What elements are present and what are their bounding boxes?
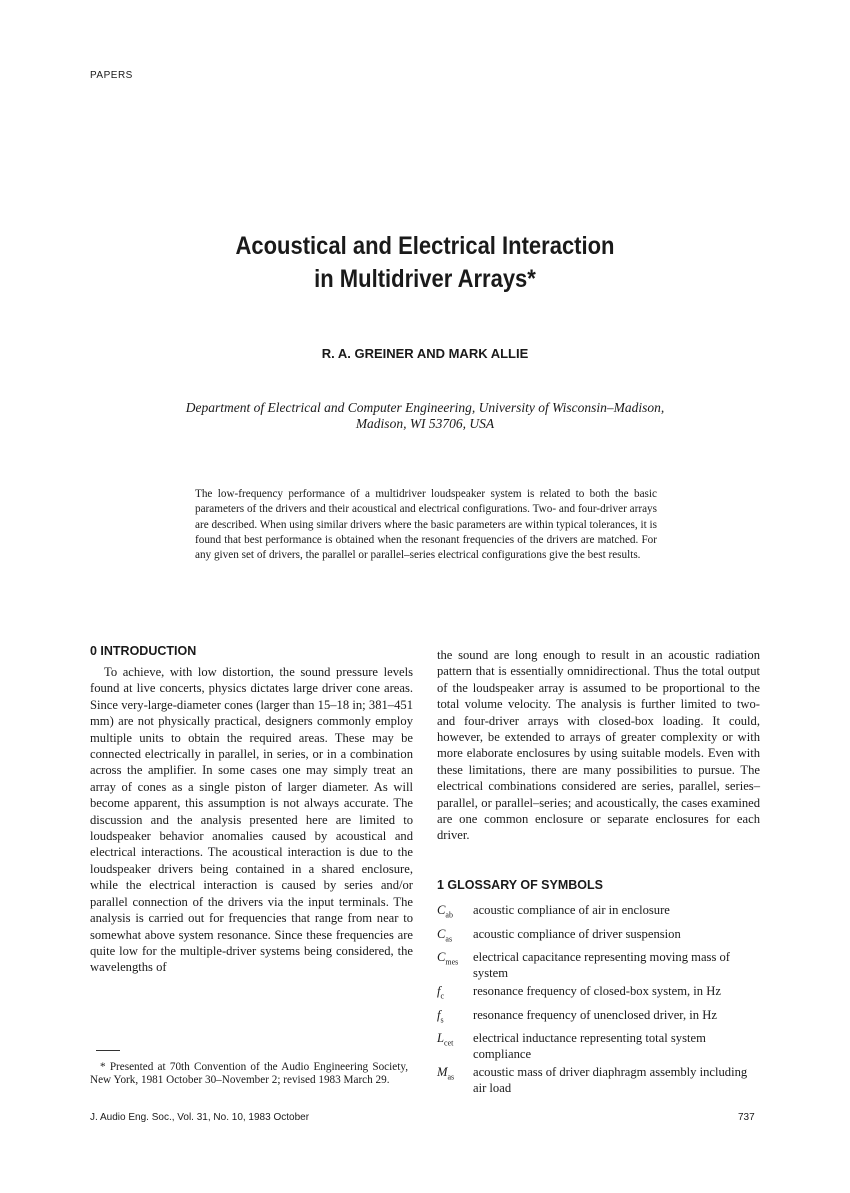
- affiliation: [0, 400, 850, 432]
- title-line-1: Acoustical and Electrical Interaction: [235, 232, 615, 260]
- glossary-symbol: $C_{ab}$: [437, 903, 453, 920]
- glossary-heading: 1 GLOSSARY OF SYMBOLS: [437, 878, 603, 892]
- glossary-item: [437, 1030, 760, 1062]
- glossary-item: [437, 926, 760, 948]
- glossary-definition: electrical capacitance representing moving mass of system: [473, 950, 731, 981]
- glossary-symbol: $L_{cet}$: [437, 1031, 454, 1048]
- footnote-rule: [96, 1050, 120, 1051]
- glossary-symbol: $C_{mes}$: [437, 950, 459, 967]
- glossary-symbol: $C_{as}$: [437, 926, 453, 944]
- glossary-symbol: $f_c$: [437, 984, 445, 1001]
- glossary-definition: acoustic compliance of driver suspension: [473, 926, 681, 941]
- glossary-item: [437, 1064, 760, 1096]
- paper-title: [51, 230, 799, 296]
- journal-citation: J. Audio Eng. Soc., Vol. 31, No. 10, 1983 October: [90, 1112, 310, 1123]
- glossary-symbol: $M_{as}$: [437, 1065, 455, 1082]
- footnote: * Presented at 70th Convention of the Audio Engineering Society, New York, 1981 October 30–November 2; revised 1983 March 29.: [90, 1061, 408, 1086]
- affiliation-line-2: Madison, WI 53706, USA: [355, 416, 495, 431]
- introduction-left-column: [90, 664, 413, 976]
- page-number: 737: [738, 1112, 755, 1123]
- glossary-definition: acoustic compliance of air in enclosure: [473, 903, 670, 917]
- authors: R. A. GREINER AND MARK ALLIE: [321, 346, 529, 361]
- glossary-definition: acoustic mass of driver diaphragm assembly including air load: [473, 1065, 748, 1096]
- introduction-right-column: [437, 647, 760, 844]
- affiliation-line-1: Department of Electrical and Computer Engineering, University of Wisconsin–Madison,: [185, 400, 665, 415]
- glossary-item: [437, 949, 760, 981]
- title-line-2: in Multidriver Arrays*: [314, 265, 536, 293]
- glossary-list: [437, 902, 760, 1098]
- glossary-definition: resonance frequency of unenclosed driver, in Hz: [473, 1007, 717, 1022]
- introduction-paragraph: To achieve, with low distortion, the sound pressure levels found at live concerts, physics dictates large driver cone areas. Since very-large-diameter cones (larger than 15–18 in; 381–451 mm) are not physically practical, designers commonly employ multiple units to obtain the required areas. These may be connected electrically in parallel, in series, or in a combination across the amplifier. In some cases one may simply treat an array of cones as a single piston of larger diameter. As will become apparent, this assumption is not always accurate. The discussion and the analysis presented here are limited to loudspeaker behavior anomalies caused by acoustical and electrical interactions. The acoustical interaction is due to the loudspeaker drivers being contained in a shared enclosure, while the electrical interaction is caused by series and/or parallel connection of the drivers via the input terminals. The analysis is carried out for frequencies that range from near to somewhat above system resonance. Since these frequencies are quite low for the multiple-driver systems being considered, the wavelengths of: [90, 665, 413, 975]
- glossary-item: [437, 983, 760, 1005]
- glossary-symbol: $f_s$: [437, 1007, 444, 1025]
- glossary-item: [437, 902, 760, 924]
- glossary-definition: resonance frequency of closed-box system, in Hz: [473, 984, 721, 999]
- glossary-definition: electrical inductance representing total system compliance: [473, 1031, 706, 1062]
- introduction-heading: 0 INTRODUCTION: [90, 644, 197, 658]
- introduction-continuation: the sound are long enough to result in an acoustic radiation pattern that is essentially omnidirectional. Thus the total output of the loudspeaker array is assumed to be proportional to the total volume velocity. The analysis is further limited to two- and four-driver arrays with closed-box loading. It could, however, be extended to arrays of greater complexity or with more elaborate enclosures by using suitable models. Even with these limitations, there are many possibilities to pursue. The electrical combinations considered are series, parallel, series–parallel, or parallel–series; and acoustically, the cases examined are one common enclosure or separate enclosures for each driver.: [437, 648, 760, 843]
- abstract: The low-frequency performance of a multidriver loudspeaker system is related to both the basic parameters of the drivers and their acoustical and electrical configurations. Two- and four-driver arrays are described. When using similar drivers where the basic parameters are within typical tolerances, it is found that best performance is obtained when the resonant frequencies of the drivers are matched. For any given set of drivers, the parallel or parallel–series electrical configurations give the best results.: [195, 488, 657, 562]
- glossary-item: [437, 1007, 760, 1029]
- running-head: PAPERS: [90, 70, 133, 81]
